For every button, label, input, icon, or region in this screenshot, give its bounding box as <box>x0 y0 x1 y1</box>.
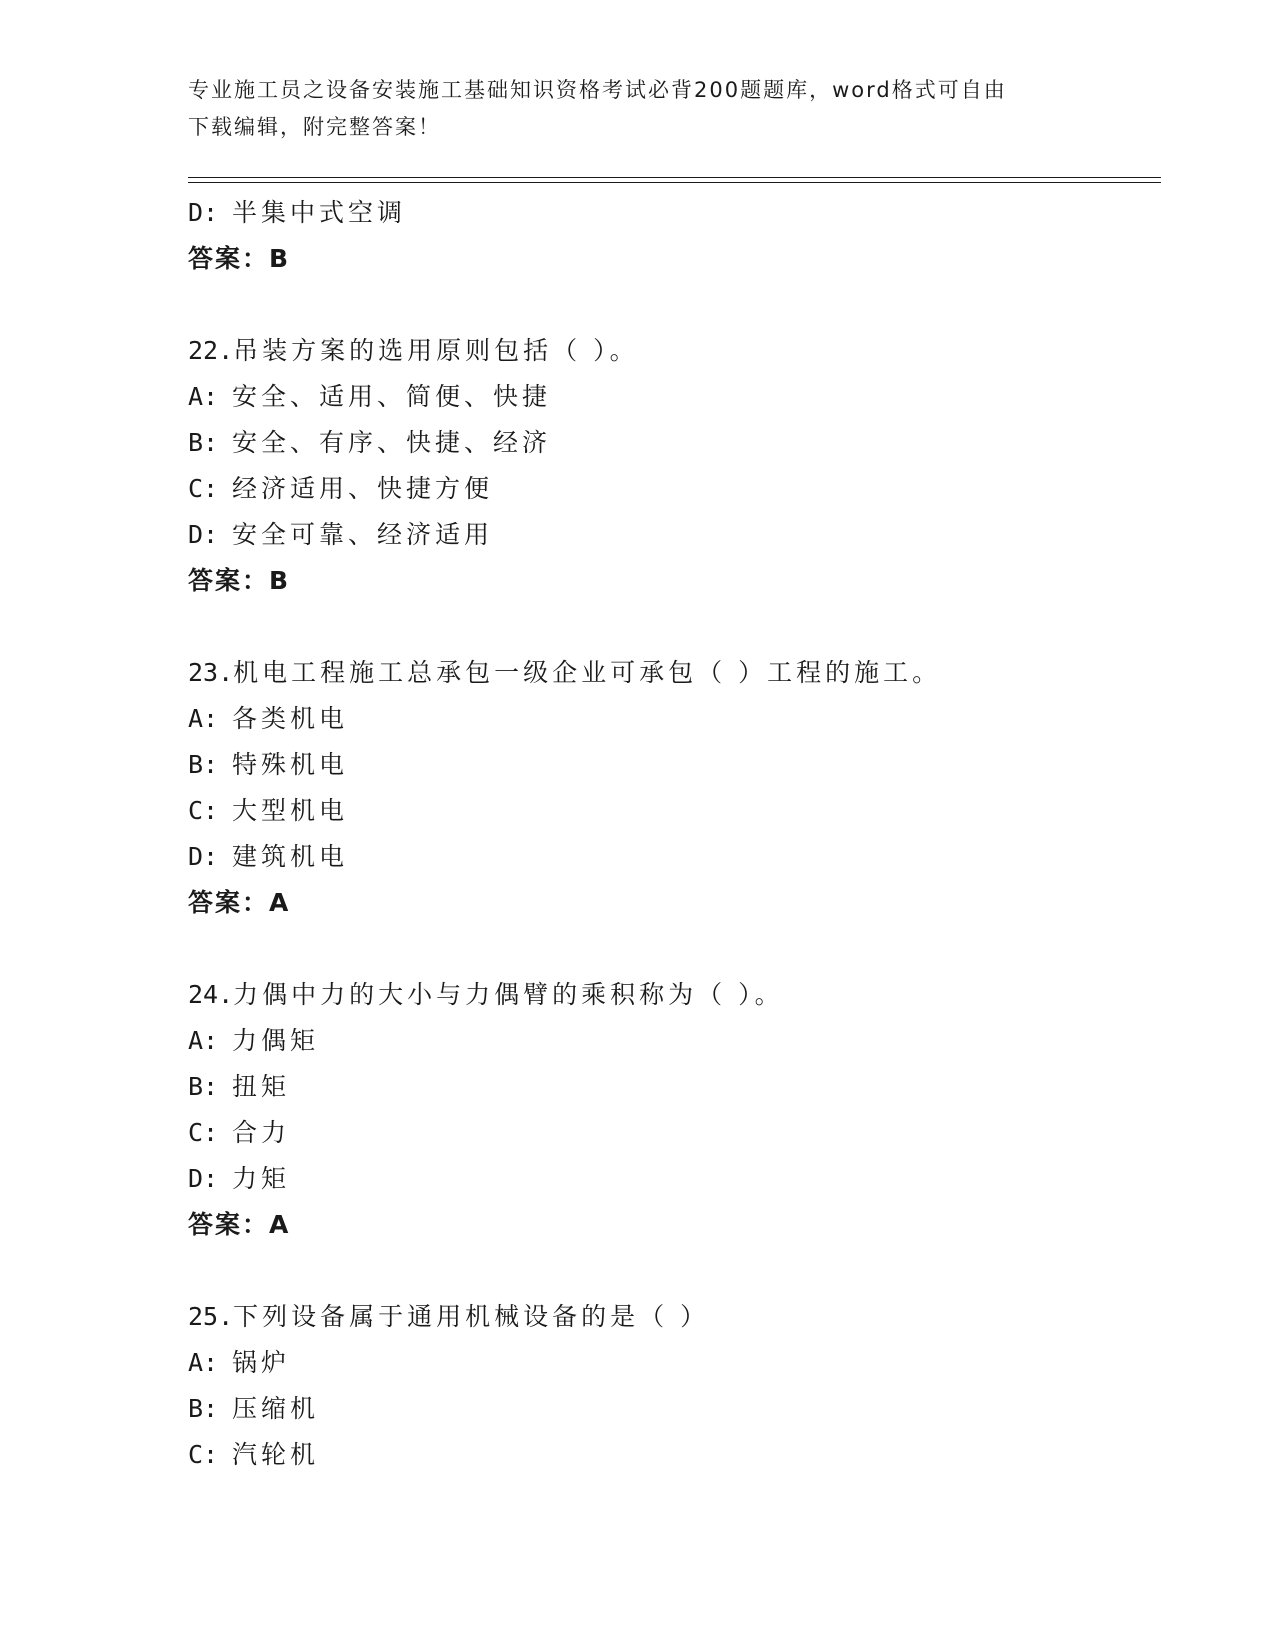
spacer <box>188 1248 1161 1294</box>
question-text: 机电工程施工总承包一级企业可承包（ ）工程的施工。 <box>233 658 942 687</box>
option-letter: B: <box>188 428 219 457</box>
question-list <box>188 190 1161 1478</box>
option-letter: C: <box>188 474 219 503</box>
question-text: 下列设备属于通用机械设备的是（ ） <box>233 1302 710 1331</box>
question-number: 22. <box>188 336 234 365</box>
answer-line: 答案：B <box>188 244 291 273</box>
option-letter: B: <box>188 1072 219 1101</box>
option-text: 经济适用、快捷方便 <box>232 474 494 503</box>
spacer <box>188 604 1161 650</box>
option-letter: A: <box>188 1026 219 1055</box>
question-number: 25. <box>188 1302 234 1331</box>
question-25 <box>188 1294 1161 1478</box>
option-letter: D: <box>188 842 219 871</box>
header-divider-bottom <box>188 182 1161 183</box>
option-b <box>188 742 1161 788</box>
option-letter: B: <box>188 1394 219 1423</box>
header-divider-top <box>188 177 1161 178</box>
option-d <box>188 512 1161 558</box>
question-number: 23. <box>188 658 234 687</box>
option-b <box>188 1386 1161 1432</box>
header-line-1: 专业施工员之设备安装施工基础知识资格考试必背200题题库，word格式可自由 <box>188 78 1007 102</box>
option-text: 锅炉 <box>232 1348 291 1377</box>
answer-line: 答案：A <box>188 1210 291 1239</box>
option-a <box>188 696 1161 742</box>
question-stem <box>188 972 1161 1018</box>
spacer <box>188 926 1161 972</box>
option-a <box>188 1018 1161 1064</box>
question-22 <box>188 328 1161 604</box>
option-text: 半集中式空调 <box>232 198 407 227</box>
question-number: 24. <box>188 980 234 1009</box>
option-text: 安全、有序、快捷、经济 <box>232 428 552 457</box>
question-23 <box>188 650 1161 926</box>
option-text: 力矩 <box>232 1164 291 1193</box>
answer-line: 答案：B <box>188 566 291 595</box>
option-letter: C: <box>188 1440 219 1469</box>
option-text: 各类机电 <box>232 704 349 733</box>
option-text: 合力 <box>232 1118 291 1147</box>
option-c <box>188 1110 1161 1156</box>
document-header <box>188 72 1088 146</box>
option-d <box>188 1156 1161 1202</box>
option-letter: C: <box>188 1118 219 1147</box>
question-text: 吊装方案的选用原则包括（ ）。 <box>233 336 639 365</box>
option-c <box>188 466 1161 512</box>
option-a <box>188 374 1161 420</box>
option-letter: D: <box>188 520 219 549</box>
option-b <box>188 1064 1161 1110</box>
option-text: 扭矩 <box>232 1072 291 1101</box>
option-letter: C: <box>188 796 219 825</box>
option-letter: A: <box>188 382 219 411</box>
option-letter: D: <box>188 1164 219 1193</box>
question-stem <box>188 650 1161 696</box>
option-d <box>188 190 1161 236</box>
question-text: 力偶中力的大小与力偶臂的乘积称为（ ）。 <box>233 980 784 1009</box>
option-text: 安全、适用、简便、快捷 <box>232 382 552 411</box>
question-stem <box>188 328 1161 374</box>
option-text: 压缩机 <box>232 1394 320 1423</box>
option-c <box>188 788 1161 834</box>
header-line-2: 下载编辑，附完整答案！ <box>188 115 441 139</box>
spacer <box>188 282 1161 328</box>
option-letter: D: <box>188 198 219 227</box>
option-text: 安全可靠、经济适用 <box>232 520 494 549</box>
option-text: 建筑机电 <box>232 842 349 871</box>
option-b <box>188 420 1161 466</box>
answer-line: 答案：A <box>188 888 291 917</box>
option-text: 汽轮机 <box>232 1440 320 1469</box>
option-letter: A: <box>188 704 219 733</box>
option-text: 力偶矩 <box>232 1026 320 1055</box>
question-stem <box>188 1294 1161 1340</box>
option-letter: A: <box>188 1348 219 1377</box>
option-text: 特殊机电 <box>232 750 349 779</box>
option-d <box>188 834 1161 880</box>
option-a <box>188 1340 1161 1386</box>
option-letter: B: <box>188 750 219 779</box>
option-c <box>188 1432 1161 1478</box>
question-24 <box>188 972 1161 1248</box>
option-text: 大型机电 <box>232 796 349 825</box>
